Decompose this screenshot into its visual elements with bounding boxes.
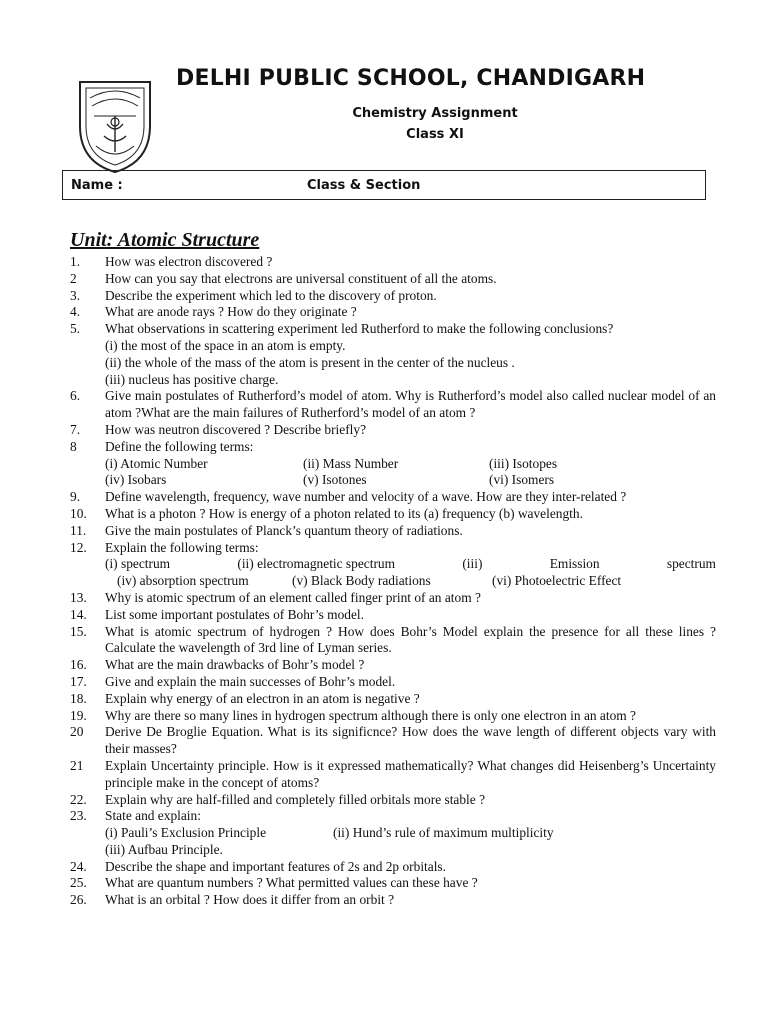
- school-name: DELHI PUBLIC SCHOOL, CHANDIGARH: [176, 66, 646, 91]
- question-text: [105, 792, 716, 809]
- question-number: 6.: [70, 388, 81, 404]
- question-stem: What are the main drawbacks of Bohr’s model ?: [105, 657, 365, 673]
- question-text: [105, 489, 716, 506]
- term-item: (ii) Mass Number: [303, 455, 399, 471]
- question-item: [70, 590, 716, 607]
- term-item: (iii) Aufbau Principle.: [105, 841, 223, 857]
- question-number: 24.: [70, 858, 87, 874]
- question-number: 4.: [70, 304, 81, 320]
- question-number: 9.: [70, 489, 81, 505]
- question-item: [70, 674, 716, 691]
- question-number: 7.: [70, 421, 81, 437]
- term-row: [105, 573, 716, 590]
- question-stem: List some important postulates of Bohr’s model.: [105, 606, 364, 622]
- question-text: [105, 271, 716, 288]
- question-item: [70, 523, 716, 540]
- question-text: [105, 321, 716, 388]
- term-item: Emission: [549, 556, 600, 572]
- question-number: 15.: [70, 623, 87, 639]
- assignment-subtitle: Chemistry Assignment: [352, 106, 518, 121]
- question-item: [70, 859, 716, 876]
- term-item: (i) Atomic Number: [105, 455, 208, 471]
- question-item: [70, 506, 716, 523]
- question-stem: Why are there so many lines in hydrogen spectrum although there is only one electron in an atom ?: [105, 707, 637, 723]
- term-item: (ii) electromagnetic spectrum: [237, 556, 396, 572]
- question-item: [70, 388, 716, 422]
- question-stem: Describe the experiment which led to the discovery of proton.: [105, 287, 437, 303]
- question-stem: Explain why are half-filled and completely filled orbitals more stable ?: [105, 791, 486, 807]
- question-stem: Explain why energy of an electron in an atom is negative ?: [105, 690, 420, 706]
- question-text: [105, 708, 716, 725]
- question-item: [70, 657, 716, 674]
- question-item: [70, 758, 716, 792]
- question-item: [70, 607, 716, 624]
- question-text: [105, 304, 716, 321]
- question-text: [105, 607, 716, 624]
- question-stem: Why is atomic spectrum of an element called finger print of an atom ?: [105, 589, 481, 605]
- question-stem: How can you say that electrons are universal constituent of all the atoms.: [105, 270, 497, 286]
- question-stem: What is atomic spectrum of hydrogen ? How does Bohr’s Model explain the presence for all these lines ? Calculate the wavelength of 3rd line of Lyman series.: [105, 623, 716, 656]
- term-row: [105, 556, 716, 573]
- question-stem: What is a photon ? How is energy of a photon related to its (a) frequency (b) wavelength.: [105, 505, 583, 521]
- question-subpoint: (ii) the whole of the mass of the atom is present in the center of the nucleus .: [105, 354, 515, 370]
- school-crest-icon: [74, 76, 156, 176]
- question-number: 8: [70, 438, 77, 454]
- question-stem: Define the following terms:: [105, 438, 254, 454]
- unit-title: Unit: Atomic Structure: [70, 229, 260, 251]
- question-text: [105, 674, 716, 691]
- question-number: 25.: [70, 875, 87, 891]
- question-text: [105, 892, 716, 909]
- question-number: 1.: [70, 254, 81, 269]
- question-number: 11.: [70, 522, 87, 538]
- question-text: [105, 691, 716, 708]
- question-stem: State and explain:: [105, 808, 201, 824]
- term-row: [105, 842, 716, 859]
- question-item: [70, 708, 716, 725]
- term-item: (ii) Hund’s rule of maximum multiplicity: [333, 825, 554, 841]
- term-item: (i) Pauli’s Exclusion Principle: [105, 825, 267, 841]
- question-text: [105, 506, 716, 523]
- question-text: [105, 624, 716, 658]
- question-stem: How was neutron discovered ? Describe briefly?: [105, 421, 367, 437]
- question-item: [70, 254, 716, 271]
- question-item: [70, 304, 716, 321]
- class-section-label: Class & Section: [307, 178, 421, 193]
- question-list: [70, 254, 716, 909]
- term-item: (vi) Photoelectric Effect: [492, 573, 622, 589]
- question-number: 5.: [70, 321, 81, 337]
- term-item: (iv) absorption spectrum: [117, 573, 249, 589]
- question-number: 21: [70, 757, 84, 773]
- question-text: [105, 875, 716, 892]
- question-number: 2: [70, 270, 77, 286]
- term-item: (iii): [462, 556, 483, 572]
- question-text: [105, 808, 716, 858]
- term-row: [105, 456, 716, 473]
- question-number: 26.: [70, 892, 87, 908]
- question-item: [70, 892, 716, 909]
- question-stem: Explain Uncertainty principle. How is it expressed mathematically? What changes did Heisenberg’s Uncertainty principle make in the concept of atoms?: [105, 757, 716, 790]
- question-text: [105, 388, 716, 422]
- question-text: [105, 523, 716, 540]
- question-number: 19.: [70, 707, 87, 723]
- question-item: [70, 439, 716, 489]
- question-number: 23.: [70, 808, 87, 824]
- question-number: 13.: [70, 589, 87, 605]
- question-text: [105, 590, 716, 607]
- question-number: 3.: [70, 287, 81, 303]
- question-text: [105, 422, 716, 439]
- question-item: [70, 808, 716, 858]
- question-number: 12.: [70, 539, 87, 555]
- question-stem: Give the main postulates of Planck’s quantum theory of radiations.: [105, 522, 463, 538]
- question-number: 17.: [70, 673, 87, 689]
- question-stem: Derive De Broglie Equation. What is its significnce? How does the wave length of different objects vary with their masses?: [105, 724, 716, 757]
- question-stem: What are quantum numbers ? What permitted values can these have ?: [105, 875, 478, 891]
- question-stem: Explain the following terms:: [105, 539, 259, 555]
- question-text: [105, 254, 716, 271]
- question-text: [105, 657, 716, 674]
- question-subpoint: (iii) nucleus has positive charge.: [105, 371, 279, 387]
- question-stem: Give main postulates of Rutherford’s model of atom. Why is Rutherford’s model also called nuclear model of an atom ?What are the main failures of Rutherford’s model of an atom ?: [105, 388, 716, 421]
- question-stem: What are anode rays ? How do they originate ?: [105, 304, 357, 320]
- term-item: spectrum: [666, 556, 716, 572]
- question-stem: What is an orbital ? How does it differ from an orbit ?: [105, 892, 395, 908]
- question-item: [70, 875, 716, 892]
- question-stem: Describe the shape and important features of 2s and 2p orbitals.: [105, 858, 446, 874]
- term-row: [105, 825, 716, 842]
- question-text: [105, 859, 716, 876]
- question-text: [105, 439, 716, 489]
- question-number: 18.: [70, 690, 87, 706]
- question-item: [70, 321, 716, 388]
- term-item: (v) Black Body radiations: [292, 573, 431, 589]
- class-label: Class XI: [406, 127, 464, 142]
- question-item: [70, 422, 716, 439]
- question-subpoint: (i) the most of the space in an atom is empty.: [105, 337, 346, 353]
- question-item: [70, 724, 716, 758]
- name-label: Name :: [71, 178, 123, 193]
- question-item: [70, 271, 716, 288]
- question-number: 20: [70, 724, 84, 740]
- term-item: (i) spectrum: [105, 556, 171, 572]
- question-number: 10.: [70, 505, 87, 521]
- question-item: [70, 691, 716, 708]
- question-number: 22.: [70, 791, 87, 807]
- question-text: [105, 288, 716, 305]
- question-item: [70, 624, 716, 658]
- question-stem: How was electron discovered ?: [105, 254, 273, 269]
- question-text: [105, 758, 716, 792]
- question-item: [70, 540, 716, 590]
- student-info-box: [62, 170, 706, 200]
- question-number: 14.: [70, 606, 87, 622]
- question-item: [70, 288, 716, 305]
- term-item: (iv) Isobars: [105, 472, 167, 488]
- term-item: (iii) Isotopes: [489, 455, 558, 471]
- question-item: [70, 489, 716, 506]
- term-item: (vi) Isomers: [489, 472, 555, 488]
- term-row: [105, 472, 716, 489]
- question-text: [105, 540, 716, 590]
- question-text: [105, 724, 716, 758]
- question-stem: Define wavelength, frequency, wave number and velocity of a wave. How are they inter-related ?: [105, 489, 627, 505]
- question-stem: What observations in scattering experiment led Rutherford to make the following conclusions?: [105, 321, 614, 337]
- term-item: (v) Isotones: [303, 472, 367, 488]
- question-stem: Give and explain the main successes of Bohr’s model.: [105, 673, 396, 689]
- question-item: [70, 792, 716, 809]
- question-number: 16.: [70, 657, 87, 673]
